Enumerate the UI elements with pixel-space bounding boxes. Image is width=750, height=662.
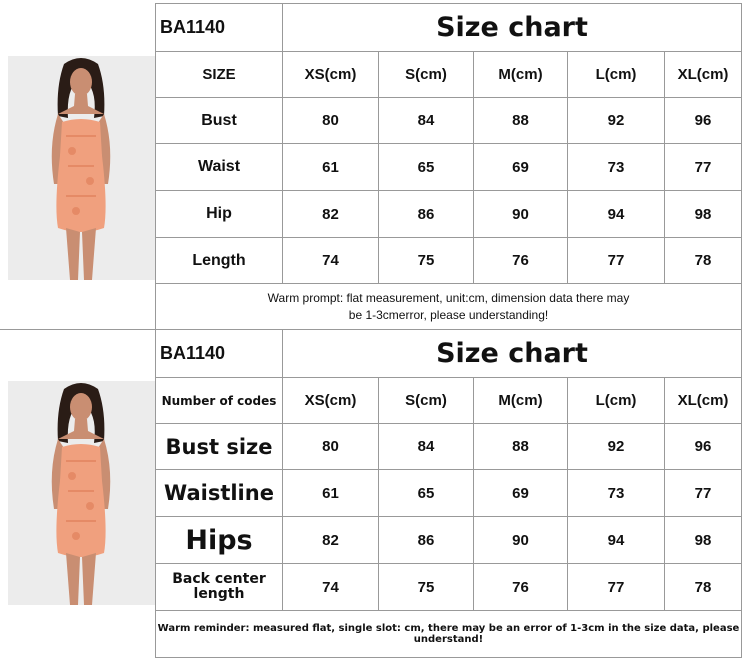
cell-waist-s: 65 xyxy=(417,484,435,502)
model-photo-1 xyxy=(8,56,155,280)
cell-length-l: 77 xyxy=(607,578,625,596)
cell-length-m: 76 xyxy=(512,252,529,269)
cell-hip-l: 94 xyxy=(607,531,625,549)
column-header-s: S(cm) xyxy=(405,66,447,83)
cell-length-m: 76 xyxy=(512,578,529,596)
cell-length-s: 75 xyxy=(417,578,435,596)
cell-bust-s: 84 xyxy=(417,438,435,455)
product-code: BA1140 xyxy=(160,343,226,363)
cell-hip-xs: 82 xyxy=(322,205,339,223)
cell-bust-xl: 96 xyxy=(694,112,712,129)
row-label-length: Length xyxy=(192,251,246,269)
column-header-xs: XS(cm) xyxy=(304,392,357,409)
cell-hip-xs: 82 xyxy=(322,531,339,549)
cell-length-l: 77 xyxy=(607,252,625,269)
cell-bust-xs: 80 xyxy=(322,112,339,129)
cell-bust-s: 84 xyxy=(417,112,435,129)
column-header-l: L(cm) xyxy=(595,392,637,409)
cell-bust-xs: 80 xyxy=(322,438,339,455)
column-header-m: M(cm) xyxy=(498,392,543,409)
measurement-note-1 xyxy=(156,284,741,329)
cell-length-s: 75 xyxy=(417,252,435,269)
row-label-hip: Hip xyxy=(206,205,232,222)
cell-waist-xs: 61 xyxy=(322,158,339,176)
cell-waist-m: 69 xyxy=(512,158,529,176)
cell-bust-l: 92 xyxy=(607,112,625,129)
cell-length-xs: 74 xyxy=(322,578,339,596)
model-figure-1 xyxy=(8,56,155,280)
column-header-xs: XS(cm) xyxy=(304,66,357,83)
cell-bust-l: 92 xyxy=(607,438,625,455)
measurement-note-1-line1: Warm prompt: flat measurement, unit:cm, dimension data there may xyxy=(267,290,630,305)
cell-hip-s: 86 xyxy=(417,531,435,549)
cell-waist-xl: 77 xyxy=(694,484,712,502)
cell-waist-xs: 61 xyxy=(322,484,339,502)
row-label-bust-size: Bust size xyxy=(165,434,273,459)
row-label-waistline: Waistline xyxy=(164,481,274,505)
row-label-hips: Hips xyxy=(185,524,253,556)
cell-hip-xl: 98 xyxy=(694,531,712,549)
cell-waist-xl: 77 xyxy=(694,158,712,176)
model-figure-2 xyxy=(8,381,155,605)
column-header-xl: XL(cm) xyxy=(677,66,729,83)
column-header-number-of-codes: Number of codes xyxy=(161,393,277,408)
cell-hip-m: 90 xyxy=(512,205,529,223)
column-header-s: S(cm) xyxy=(405,392,447,409)
measurement-note-1-line2: be 1-3cmerror, please understanding! xyxy=(348,307,549,322)
column-header-xl: XL(cm) xyxy=(677,392,729,409)
model-photo-2 xyxy=(8,381,155,605)
cell-bust-m: 88 xyxy=(512,438,529,455)
cell-hip-m: 90 xyxy=(512,531,529,549)
row-label-back-center-line1: Back center xyxy=(172,571,266,587)
cell-hip-l: 94 xyxy=(607,205,625,223)
row-label-bust: Bust xyxy=(201,111,237,129)
row-label-back-center-line2: length xyxy=(193,586,245,602)
product-code: BA1140 xyxy=(160,17,226,37)
measurement-note-2: Warm reminder: measured flat, single slot: cm, there may be an error of 1-3cm in the size data, please understand! xyxy=(157,623,740,645)
cell-waist-m: 69 xyxy=(512,484,529,502)
row-label-waist: Waist xyxy=(197,158,241,175)
cell-length-xl: 78 xyxy=(694,578,712,596)
row-label-back-center-length xyxy=(156,564,282,610)
size-chart-title: Size chart xyxy=(436,12,588,43)
cell-bust-xl: 96 xyxy=(694,438,712,455)
cell-waist-l: 73 xyxy=(607,484,625,502)
cell-hip-s: 86 xyxy=(417,205,435,223)
cell-length-xl: 78 xyxy=(694,252,712,269)
cell-waist-s: 65 xyxy=(417,158,435,176)
cell-bust-m: 88 xyxy=(512,112,529,129)
cell-waist-l: 73 xyxy=(607,158,625,176)
column-header-size: SIZE xyxy=(202,66,236,83)
size-chart-title: Size chart xyxy=(436,338,588,369)
column-header-l: L(cm) xyxy=(595,66,637,83)
cell-length-xs: 74 xyxy=(322,252,339,269)
column-header-m: M(cm) xyxy=(498,66,543,83)
cell-hip-xl: 98 xyxy=(694,205,712,223)
